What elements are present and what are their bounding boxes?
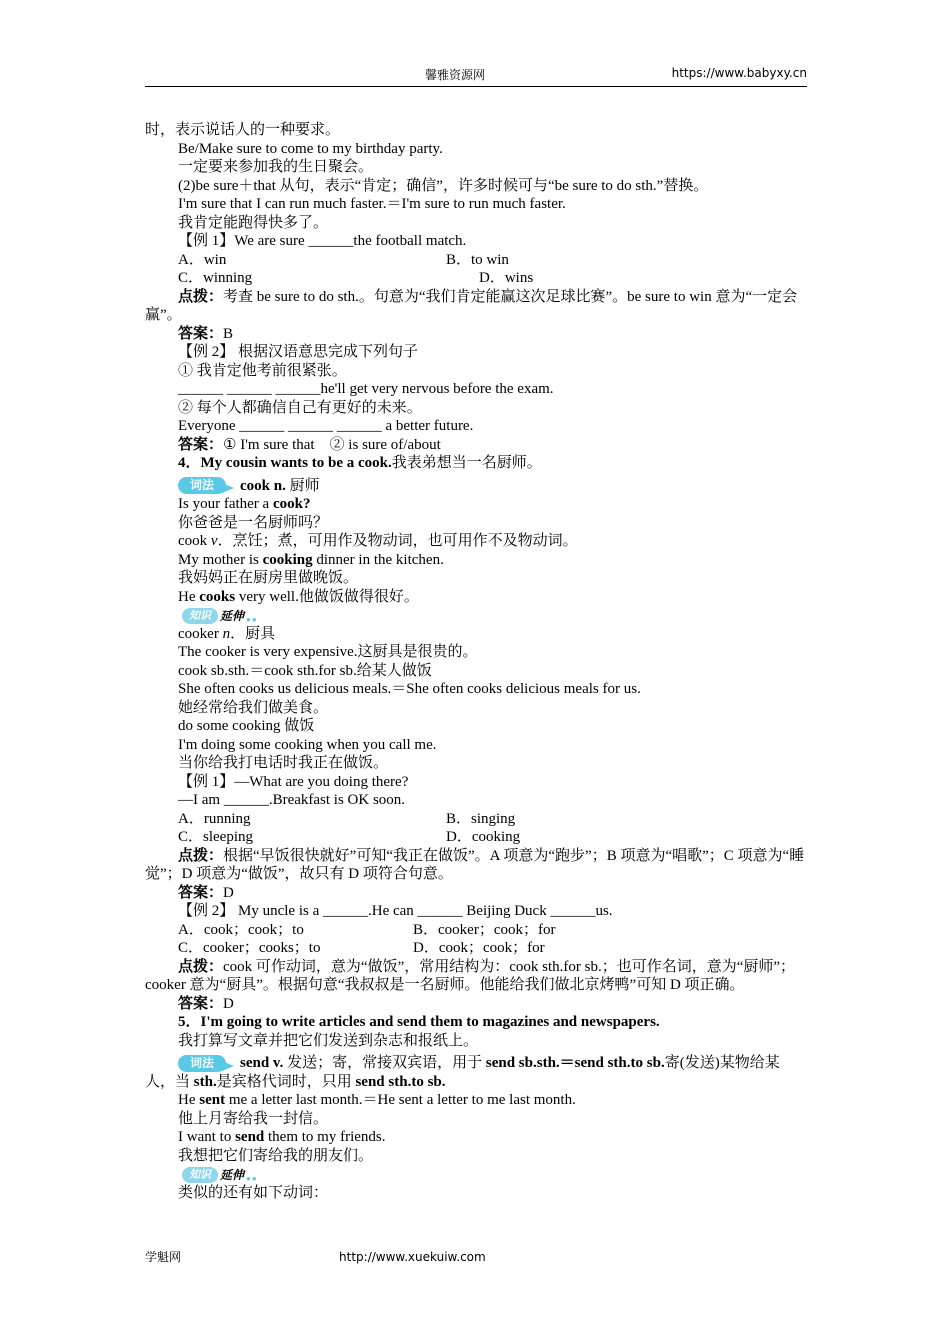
options-row — [145, 921, 807, 940]
text-line: Everyone ______ ______ ______ a better future. — [178, 418, 474, 434]
header-site-name: 馨雅资源网 — [425, 68, 486, 82]
text-line: I'm sure that I can run much faster.＝I'm sure to run much faster. — [178, 196, 566, 212]
text-line — [145, 588, 807, 607]
text-line: 我肯定能跑得快多了。 — [178, 214, 329, 231]
example-question: 【例 2】 My uncle is a ______.He can ______ Beijing Duck ______us. — [178, 903, 613, 920]
text-span: them to my friends. — [264, 1129, 386, 1146]
option: A．cook；cook；to — [178, 921, 304, 938]
knowledge-extension-badge — [145, 606, 807, 625]
heading-en: 5．I'm going to write articles and send them to magazines and newspapers. — [178, 1014, 660, 1031]
vocab-word: cook n. — [240, 477, 286, 494]
option: B．singing — [446, 810, 516, 827]
example-question: 【例 1】—What are you doing there? — [178, 773, 409, 790]
cifa-badge-icon: 词法 — [178, 1055, 234, 1073]
bold-word: cook? — [272, 496, 311, 513]
text-span: 寄(发送)某物给某人，当 — [145, 1055, 780, 1090]
text-span: I want to — [178, 1129, 236, 1146]
answer-text: B — [223, 325, 234, 342]
hint-label: 点拨： — [178, 288, 224, 305]
bold-phrase: send sth.to sb. — [355, 1073, 446, 1090]
text-span: He — [178, 1092, 200, 1109]
text-line: Be/Make sure to come to my birthday party. — [178, 140, 443, 157]
hint-text: cook 可作动词，意为“做饭”，常用结构为：cook sth.for sb.；也可作名词，意为“厨师”；cooker 意为“厨具”。根据句意“我叔叔是一名厨师。他能给我们做北京烤鸭”可知 D 项正确。 — [145, 958, 796, 994]
text-span: cook — [178, 533, 211, 550]
hint-label: 点拨： — [178, 847, 224, 864]
option: B．to win — [446, 251, 509, 268]
answer-line — [145, 436, 807, 455]
text-line — [145, 1091, 807, 1110]
answer-line — [145, 884, 807, 903]
text-line: 她经常给我们做美食。 — [178, 699, 329, 716]
pos-abbr: n — [222, 625, 231, 642]
text-span: cooker — [178, 625, 223, 642]
text-line — [145, 532, 807, 551]
heading-zh: 我表弟想当一名厨师。 — [391, 455, 542, 471]
option: A．win — [178, 251, 227, 268]
vocab-entry — [145, 477, 807, 496]
bold-phrase: sth. — [193, 1073, 217, 1090]
option: C．sleeping — [178, 829, 253, 846]
example-question: 【例 1】We are sure ______the football match. — [178, 233, 467, 249]
vocab-entry — [145, 1054, 807, 1091]
text-span: dinner in the kitchen. — [312, 551, 444, 568]
option: D．cooking — [446, 829, 521, 846]
text-span: Is your father a — [178, 496, 273, 513]
page-footer — [145, 1248, 486, 1265]
option: C．winning — [178, 270, 253, 286]
header-url: https://www.babyxy.cn — [671, 66, 807, 80]
options-row — [145, 251, 807, 270]
options-row — [145, 269, 807, 288]
knowledge-extension-icon: 知识 延伸 ●● — [178, 607, 264, 625]
text-span: ．厨具 — [230, 625, 276, 642]
answer-line — [145, 995, 807, 1014]
document-body — [145, 121, 807, 1202]
answer-text: ① I'm sure that ② is sure of/about — [223, 436, 441, 453]
answer-line — [145, 325, 807, 344]
bold-word: cooking — [262, 551, 313, 568]
text-line: 我打算写文章并把它们发送到杂志和报纸上。 — [178, 1032, 479, 1049]
heading-en: 4．My cousin wants to be a cook. — [178, 455, 392, 471]
page-header — [145, 66, 807, 87]
bold-word: cooks — [199, 588, 236, 605]
hint-paragraph — [145, 958, 807, 995]
footer-site-name: 学魁网 — [145, 1250, 182, 1264]
text-line: ______ ______ ______he'll get very nervous before the exam. — [178, 381, 554, 397]
option: A．running — [178, 810, 251, 827]
footer-url: http://www.xuekuiw.com — [339, 1250, 486, 1264]
text-line: 他上月寄给我一封信。 — [178, 1110, 329, 1127]
cifa-badge-icon: 词法 — [178, 477, 234, 495]
text-line: 时，表示说话人的一种要求。 — [145, 122, 341, 138]
option: C．cooker；cooks；to — [178, 940, 321, 957]
option: D．cook；cook；for — [413, 940, 545, 957]
text-line: ② 每个人都确信自己有更好的未来。 — [178, 399, 422, 416]
text-line: She often cooks us delicious meals.＝She often cooks delicious meals for us. — [178, 681, 641, 698]
text-span: ．烹饪；煮，可用作及物动词，也可用作不及物动词。 — [217, 533, 578, 550]
text-line — [145, 495, 807, 514]
text-span: 发送；寄，常接双宾语，用于 — [283, 1055, 486, 1072]
options-row — [145, 828, 807, 847]
text-span: He — [178, 588, 200, 605]
text-span: me a letter last month.＝He sent a letter to me last month. — [225, 1092, 576, 1109]
hint-text: 根据“早饭很快就好”可知“我正在做饭”。A 项意为“跑步”；B 项意为“唱歌”；C 项意为“睡觉”；D 项意为“做饭”，故只有 D 项符合句意。 — [145, 847, 805, 883]
text-line: 一定要来参加我的生日聚会。 — [178, 159, 374, 175]
text-line — [145, 551, 807, 570]
text-line: 你爸爸是一名厨师吗？ — [178, 514, 329, 531]
answer-label: 答案： — [178, 995, 224, 1012]
hint-paragraph — [145, 847, 807, 884]
options-row — [145, 939, 807, 958]
section-heading — [145, 1013, 807, 1032]
section-heading — [145, 454, 807, 473]
text-line: do some cooking 做饭 — [178, 718, 315, 735]
hint-paragraph — [145, 288, 807, 325]
options-row — [145, 810, 807, 829]
text-line: I'm doing some cooking when you call me. — [178, 736, 437, 753]
bold-word: send — [235, 1129, 265, 1146]
vocab-word: send v. — [240, 1055, 284, 1072]
text-span: very well.他做饭做得很好。 — [235, 588, 419, 605]
bold-phrase: send sb.sth.＝send sth.to sb. — [485, 1055, 665, 1072]
answer-label: 答案： — [178, 884, 224, 901]
text-line: The cooker is very expensive.这厨具是很贵的。 — [178, 644, 478, 661]
text-span: 是宾格代词时，只用 — [216, 1073, 356, 1090]
text-line: 我想把它们寄给我的朋友们。 — [178, 1147, 374, 1164]
option: D．wins — [479, 270, 534, 286]
bold-word: sent — [199, 1092, 226, 1109]
text-span: My mother is — [178, 551, 263, 568]
hint-text: 考查 be sure to do sth.。句意为“我们肯定能赢这次足球比赛”。be sure to win 意为“一定会赢”。 — [145, 288, 798, 323]
hint-label: 点拨： — [178, 958, 224, 975]
answer-text: D — [223, 995, 234, 1012]
text-line: ① 我肯定他考前很紧张。 — [178, 362, 347, 379]
text-line: 类似的还有如下动词： — [178, 1184, 329, 1201]
text-line — [145, 1128, 807, 1147]
text-line: cook sb.sth.＝cook sth.for sb.给某人做饭 — [178, 662, 432, 679]
text-line: (2)be sure＋that 从句，表示“肯定；确信”，许多时候可与“be sure to do sth.”替换。 — [178, 177, 709, 194]
text-line: 当你给我打电话时我正在做饭。 — [178, 755, 389, 772]
answer-label: 答案： — [178, 436, 224, 453]
text-line: —I am ______.Breakfast is OK soon. — [178, 792, 406, 809]
answer-label: 答案： — [178, 325, 224, 342]
option: B．cooker；cook；for — [413, 921, 556, 938]
example-question: 【例 2】 根据汉语意思完成下列句子 — [178, 344, 419, 360]
knowledge-extension-icon: 知识 延伸 ●● — [178, 1166, 264, 1184]
knowledge-extension-badge — [145, 1165, 807, 1184]
text-line: 我妈妈正在厨房里做晚饭。 — [178, 570, 359, 587]
text-line — [145, 625, 807, 644]
pos-abbr: v — [210, 533, 218, 550]
answer-text: D — [223, 884, 234, 901]
vocab-meaning: 厨师 — [285, 477, 320, 494]
